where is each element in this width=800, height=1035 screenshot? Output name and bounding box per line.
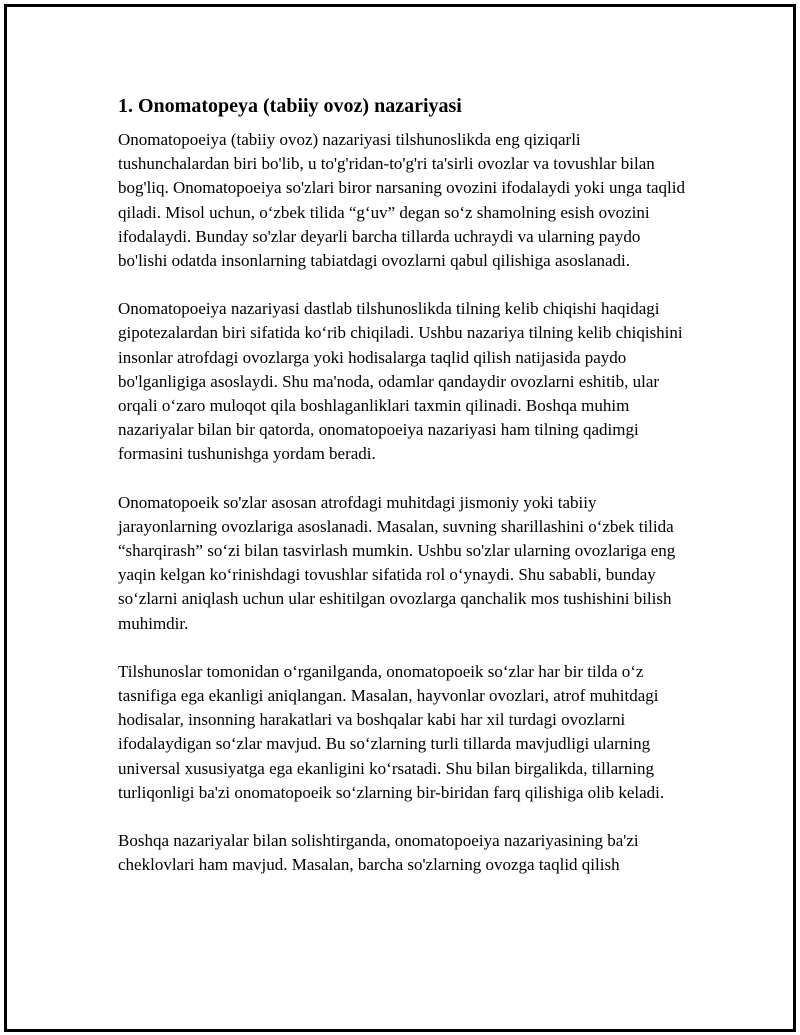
paragraph-1: Onomatopoeiya (tabiiy ovoz) nazariyasi tilshunoslikda eng qiziqarli tushunchalardan biri bo'lib, u to'g'ridan-to'g'ri ta'sirli ovozlar va tovushlar bilan bog'liq. Onomatopoeiya so'zlari biror narsaning ovozini ifodalaydi yoki unga taqlid qiladi. Misol uchun, o‘zbek tilida “g‘uv” degan so‘z shamolning esish ovozini ifodalaydi. Bunday so'zlar deyarli barcha tillarda uchraydi va ularning paydo bo'lishi odatda insonlarning tabiatdagi ovozlarni qabul qilishiga asoslanadi. — [118, 130, 686, 271]
section-heading: 1. Onomatopeya (tabiiy ovoz) nazariyasi — [118, 95, 462, 117]
paragraph-4: Tilshunoslar tomonidan o‘rganilganda, onomatopoeik so‘zlar har bir tilda o‘z tasnifiga ega ekanligi aniqlangan. Masalan, hayvonlar ovozlari, atrof muhitdagi hodisalar, insonning harakatlari va boshqalar kabi har xil turdagi ovozlarni ifodalaydigan so‘zlar mavjud. Bu so‘zlarning turli tillarda mavjudligi ularning universal xususiyatga ega ekanligini ko‘rsatadi. Shu bilan birgalikda, tillarning turliqonligi ba'zi onomatopoeik so‘zlarning bir-biridan farq qilishiga olib keladi. — [118, 661, 665, 802]
document-body — [118, 92, 693, 901]
paragraph-3: Onomatopoeik so'zlar asosan atrofdagi muhitdagi jismoniy yoki tabiiy jarayonlarning ovozlariga asoslanadi. Masalan, suvning sharillashini o‘zbek tilida “sharqirash” so‘zi bilan tasvirlash mumkin. Ushbu so'zlar ularning ovozlariga eng yaqin kelgan ko‘rinishdagi tovushlar sifatida rol o‘ynaydi. Shu sababli, bunday so‘zlarni aniqlash uchun ular eshitilgan ovozlarga qanchalik mos tushishini bilish muhimdir. — [118, 492, 676, 633]
paragraph-5: Boshqa nazariyalar bilan solishtirganda, onomatopoeiya nazariyasining ba'zi cheklovlari ham mavjud. Masalan, barcha so'zlarning ovozga taqlid qilish — [118, 831, 639, 875]
paragraph-2: Onomatopoeiya nazariyasi dastlab tilshunoslikda tilning kelib chiqishi haqidagi gipotezalardan biri sifatida ko‘rib chiqiladi. Ushbu nazariya tilning kelib chiqishini insonlar atrofdagi ovozlarga yoki hodisalarga taqlid qilish natijasida paydo bo'lganligiga asoslaydi. Shu ma'noda, odamlar qandaydir ovozlarni eshitib, ular orqali o‘zaro muloqot qila boshlaganliklari taxmin qilinadi. Boshqa muhim nazariyalar bilan bir qatorda, onomatopoeiya nazariyasi ham tilning qadimgi formasini tushunishga yordam beradi. — [118, 299, 683, 464]
